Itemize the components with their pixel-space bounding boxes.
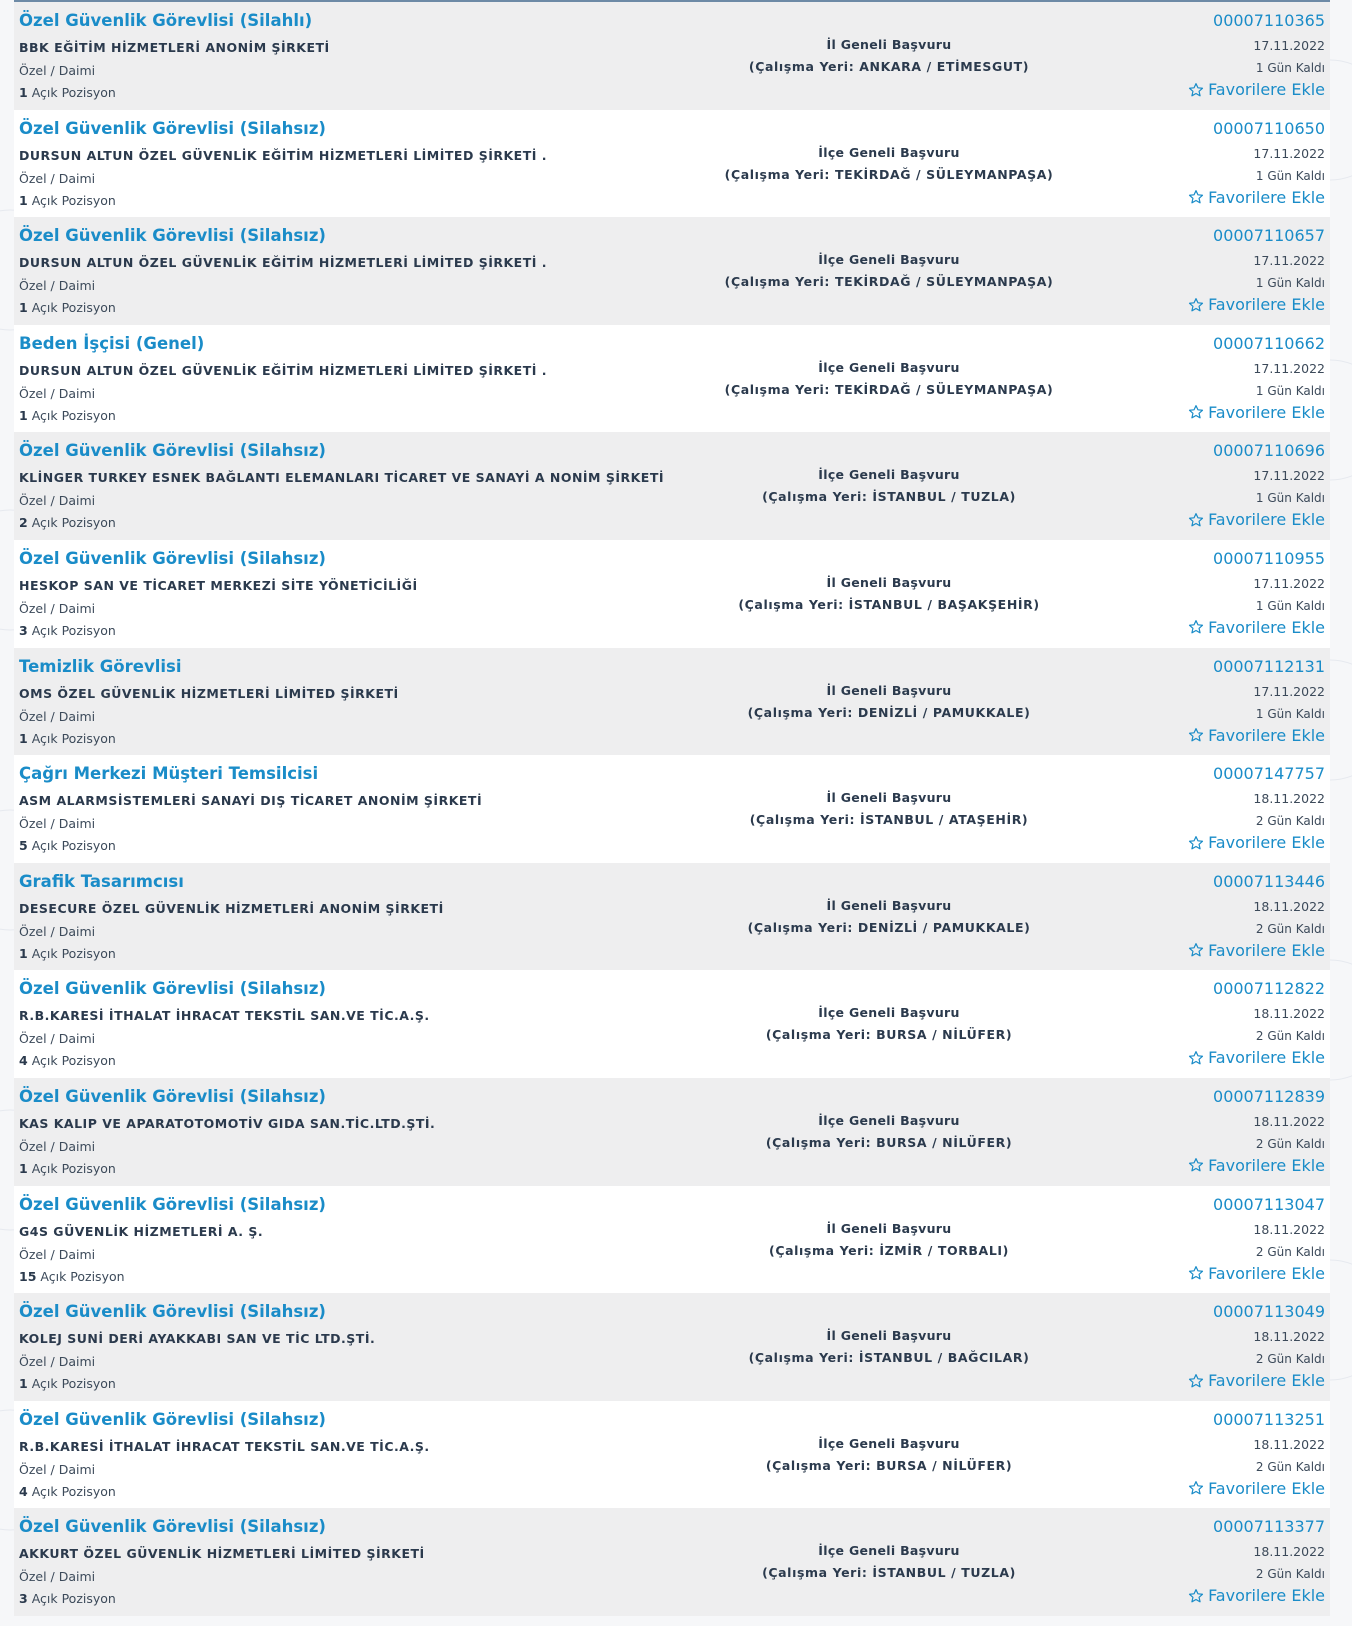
open-positions bbox=[19, 838, 116, 853]
listing-number-link[interactable]: 00007110662 bbox=[1213, 333, 1325, 353]
job-title-link[interactable]: Özel Güvenlik Görevlisi (Silahsız) bbox=[19, 1086, 326, 1106]
company-name: G4S GÜVENLİK HİZMETLERİ A. Ş. bbox=[19, 1223, 264, 1239]
job-listing-list bbox=[14, 0, 1330, 1616]
application-info bbox=[574, 250, 1204, 292]
company-name: BBK EĞİTİM HİZMETLERİ ANONİM ŞİRKETİ bbox=[19, 40, 330, 55]
company-name: ASM ALARMSİSTEMLERİ SANAYİ DIŞ TİCARET ANONİM ŞİRKETİ bbox=[19, 793, 483, 809]
days-remaining: 1 Gün Kaldı bbox=[1255, 706, 1325, 721]
application-scope: İlçe Geneli Başvuru bbox=[818, 359, 960, 375]
open-positions bbox=[19, 623, 116, 638]
job-listing-row bbox=[14, 2, 1330, 110]
open-positions bbox=[19, 300, 116, 315]
listing-date: 18.11.2022 bbox=[1253, 1544, 1325, 1560]
add-to-favorites-button[interactable] bbox=[1188, 1048, 1325, 1067]
company-name: KLİNGER TURKEY ESNEK BAĞLANTI ELEMANLARI TİCARET VE SANAYİ A NONİM ŞİRKETİ bbox=[19, 470, 665, 486]
listing-date: 17.11.2022 bbox=[1253, 145, 1325, 161]
add-to-favorites-label: Favorilere Ekle bbox=[1208, 510, 1325, 530]
job-title-link[interactable]: Özel Güvenlik Görevlisi (Silahsız) bbox=[19, 1194, 326, 1214]
days-remaining: 1 Gün Kaldı bbox=[1255, 383, 1325, 398]
workplace-location: (Çalışma Yeri: TEKİRDAĞ / SÜLEYMANPAŞA) bbox=[724, 381, 1054, 397]
add-to-favorites-button[interactable] bbox=[1188, 1479, 1325, 1498]
open-positions-label: Açık Pozisyon bbox=[31, 192, 116, 208]
workplace-location: (Çalışma Yeri: BURSA / NİLÜFER) bbox=[765, 1457, 1013, 1473]
employment-type: Özel / Daimi bbox=[19, 63, 96, 78]
job-listing-row bbox=[14, 325, 1330, 433]
workplace-location: (Çalışma Yeri: DENİZLİ / PAMUKKALE) bbox=[747, 919, 1031, 935]
job-listing-row bbox=[14, 1186, 1330, 1294]
listing-date: 18.11.2022 bbox=[1253, 791, 1325, 807]
workplace-location: (Çalışma Yeri: İSTANBUL / TUZLA) bbox=[762, 489, 1016, 505]
add-to-favorites-label: Favorilere Ekle bbox=[1208, 80, 1325, 99]
open-positions-label: Açık Pozisyon bbox=[31, 1591, 116, 1607]
application-scope: İlçe Geneli Başvuru bbox=[818, 1543, 960, 1559]
application-scope: İl Geneli Başvuru bbox=[826, 574, 952, 590]
application-scope: İl Geneli Başvuru bbox=[826, 897, 952, 913]
days-remaining: 1 Gün Kaldı bbox=[1255, 61, 1325, 75]
application-info bbox=[574, 1003, 1204, 1045]
open-positions-label: Açık Pozisyon bbox=[31, 838, 116, 854]
add-to-favorites-button[interactable] bbox=[1188, 403, 1325, 422]
workplace-location: (Çalışma Yeri: DENİZLİ / PAMUKKALE) bbox=[747, 704, 1031, 720]
application-info bbox=[574, 143, 1204, 185]
days-remaining: 2 Gün Kaldı bbox=[1255, 921, 1325, 936]
open-positions-count: 1 bbox=[19, 1160, 28, 1176]
listing-date: 17.11.2022 bbox=[1253, 38, 1325, 53]
add-to-favorites-button[interactable] bbox=[1188, 1264, 1325, 1283]
open-positions bbox=[19, 515, 116, 530]
add-to-favorites-label: Favorilere Ekle bbox=[1208, 617, 1325, 637]
job-title-link[interactable]: Özel Güvenlik Görevlisi (Silahsız) bbox=[19, 1517, 326, 1537]
listing-number-link[interactable]: 00007110696 bbox=[1213, 441, 1325, 461]
application-scope: İl Geneli Başvuru bbox=[826, 1220, 952, 1236]
listing-number-link[interactable]: 00007112822 bbox=[1213, 979, 1325, 999]
open-positions-count: 15 bbox=[19, 1268, 37, 1284]
application-scope: İl Geneli Başvuru bbox=[826, 1328, 952, 1344]
company-name: OMS ÖZEL GÜVENLİK HİZMETLERİ LİMİTED ŞİRKETİ bbox=[19, 685, 399, 701]
job-listing-row bbox=[14, 755, 1330, 863]
employment-type: Özel / Daimi bbox=[19, 1354, 96, 1370]
job-listing-row bbox=[14, 540, 1330, 648]
company-name: DESECURE ÖZEL GÜVENLİK HİZMETLERİ ANONİM ŞİRKETİ bbox=[19, 900, 444, 916]
listing-date: 17.11.2022 bbox=[1253, 575, 1325, 591]
application-scope: İlçe Geneli Başvuru bbox=[818, 1435, 960, 1451]
listing-number-link[interactable]: 00007110650 bbox=[1213, 118, 1325, 138]
open-positions bbox=[19, 731, 116, 746]
employment-type: Özel / Daimi bbox=[19, 708, 96, 724]
star-icon bbox=[1188, 1373, 1204, 1389]
star-icon bbox=[1188, 727, 1204, 743]
job-title-link[interactable]: Özel Güvenlik Görevlisi (Silahsız) bbox=[19, 118, 326, 138]
application-scope: İlçe Geneli Başvuru bbox=[818, 1112, 960, 1128]
application-info bbox=[574, 1434, 1204, 1476]
open-positions-count: 3 bbox=[19, 622, 28, 638]
star-icon bbox=[1188, 404, 1204, 420]
open-positions-count: 1 bbox=[19, 1376, 28, 1392]
add-to-favorites-button[interactable] bbox=[1188, 941, 1325, 960]
workplace-location: (Çalışma Yeri: TEKİRDAĞ / SÜLEYMANPAŞA) bbox=[724, 166, 1054, 182]
listing-number-link[interactable]: 00007110955 bbox=[1213, 548, 1325, 568]
job-listing-row bbox=[14, 1508, 1330, 1616]
job-title-link[interactable]: Özel Güvenlik Görevlisi (Silahlı) bbox=[19, 11, 313, 30]
job-listing-row bbox=[14, 970, 1330, 1078]
open-positions bbox=[19, 1053, 116, 1068]
listing-number-link[interactable]: 00007113446 bbox=[1213, 871, 1325, 891]
listing-number-link[interactable]: 00007112131 bbox=[1213, 656, 1325, 676]
company-name: AKKURT ÖZEL GÜVENLİK HİZMETLERİ LİMİTED ŞİRKETİ bbox=[19, 1546, 425, 1562]
star-icon bbox=[1188, 835, 1204, 851]
open-positions-label: Açık Pozisyon bbox=[40, 1268, 125, 1284]
open-positions-count: 1 bbox=[19, 407, 28, 423]
add-to-favorites-label: Favorilere Ekle bbox=[1208, 402, 1325, 422]
job-title-link[interactable]: Özel Güvenlik Görevlisi (Silahsız) bbox=[19, 548, 326, 568]
application-scope: İlçe Geneli Başvuru bbox=[818, 1005, 960, 1021]
employment-type: Özel / Daimi bbox=[19, 1138, 96, 1154]
open-positions-label: Açık Pozisyon bbox=[31, 622, 116, 638]
days-remaining: 2 Gün Kaldı bbox=[1255, 1567, 1325, 1582]
open-positions-count: 1 bbox=[19, 300, 28, 316]
open-positions-label: Açık Pozisyon bbox=[31, 407, 116, 423]
application-scope: İl Geneli Başvuru bbox=[826, 790, 952, 806]
open-positions bbox=[19, 1376, 116, 1391]
add-to-favorites-label: Favorilere Ekle bbox=[1208, 1586, 1325, 1606]
open-positions-count: 3 bbox=[19, 1591, 28, 1607]
listing-date: 18.11.2022 bbox=[1253, 1113, 1325, 1129]
application-info bbox=[574, 1326, 1204, 1368]
star-icon bbox=[1188, 512, 1204, 528]
add-to-favorites-button[interactable] bbox=[1188, 618, 1325, 637]
application-scope: İlçe Geneli Başvuru bbox=[818, 144, 960, 160]
job-title-link[interactable]: Grafik Tasarımcısı bbox=[19, 871, 184, 891]
open-positions bbox=[19, 1161, 116, 1176]
open-positions bbox=[19, 1269, 125, 1284]
listing-number-link[interactable]: 00007113047 bbox=[1213, 1194, 1325, 1214]
star-icon bbox=[1188, 1480, 1204, 1496]
employment-type: Özel / Daimi bbox=[19, 1246, 96, 1262]
job-title-link[interactable]: Çağrı Merkezi Müşteri Temsilcisi bbox=[19, 764, 319, 784]
star-icon bbox=[1188, 1588, 1204, 1604]
listing-number-link[interactable]: 00007110365 bbox=[1213, 11, 1325, 30]
open-positions bbox=[19, 1484, 116, 1499]
application-info bbox=[574, 681, 1204, 723]
star-icon bbox=[1188, 82, 1204, 98]
open-positions bbox=[19, 1591, 116, 1606]
workplace-location: (Çalışma Yeri: TEKİRDAĞ / SÜLEYMANPAŞA) bbox=[724, 274, 1054, 290]
job-title-link[interactable]: Özel Güvenlik Görevlisi (Silahsız) bbox=[19, 1409, 326, 1429]
add-to-favorites-label: Favorilere Ekle bbox=[1208, 1263, 1325, 1283]
add-to-favorites-label: Favorilere Ekle bbox=[1208, 833, 1325, 853]
workplace-location: (Çalışma Yeri: BURSA / NİLÜFER) bbox=[765, 1134, 1013, 1150]
star-icon bbox=[1188, 189, 1204, 205]
add-to-favorites-button[interactable] bbox=[1188, 1156, 1325, 1175]
listing-number-link[interactable]: 00007110657 bbox=[1213, 226, 1325, 246]
days-remaining: 1 Gün Kaldı bbox=[1255, 168, 1325, 183]
employment-type: Özel / Daimi bbox=[19, 385, 96, 401]
job-listing-row bbox=[14, 1078, 1330, 1186]
employment-type: Özel / Daimi bbox=[19, 278, 96, 294]
job-listing-row bbox=[14, 432, 1330, 540]
job-listing-row bbox=[14, 863, 1330, 971]
job-listing-row bbox=[14, 1401, 1330, 1509]
listing-date: 17.11.2022 bbox=[1253, 253, 1325, 269]
application-info bbox=[574, 788, 1204, 830]
open-positions-count: 4 bbox=[19, 1053, 28, 1069]
job-title-link[interactable]: Temizlik Görevlisi bbox=[19, 656, 182, 676]
star-icon bbox=[1188, 1050, 1204, 1066]
open-positions-label: Açık Pozisyon bbox=[31, 1483, 116, 1499]
add-to-favorites-label: Favorilere Ekle bbox=[1208, 725, 1325, 745]
add-to-favorites-label: Favorilere Ekle bbox=[1208, 187, 1325, 207]
company-name: KAS KALIP VE APARATOTOMOTİV GIDA SAN.TİC.LTD.ŞTİ. bbox=[19, 1115, 436, 1131]
star-icon bbox=[1188, 297, 1204, 313]
listing-number-link[interactable]: 00007113377 bbox=[1213, 1517, 1325, 1537]
job-listing-row bbox=[14, 110, 1330, 218]
company-name: DURSUN ALTUN ÖZEL GÜVENLİK EĞİTİM HİZMETLERİ LİMİTED ŞİRKETİ . bbox=[19, 362, 547, 378]
listing-number-link[interactable]: 00007147757 bbox=[1213, 764, 1325, 784]
employment-type: Özel / Daimi bbox=[19, 1569, 96, 1585]
workplace-location: (Çalışma Yeri: İSTANBUL / TUZLA) bbox=[762, 1565, 1016, 1581]
add-to-favorites-label: Favorilere Ekle bbox=[1208, 1371, 1325, 1391]
company-name: HESKOP SAN VE TİCARET MERKEZİ SİTE YÖNETİCİLİĞİ bbox=[19, 577, 418, 593]
open-positions-label: Açık Pozisyon bbox=[31, 1160, 116, 1176]
days-remaining: 1 Gün Kaldı bbox=[1255, 598, 1325, 613]
company-name: R.B.KARESİ İTHALAT İHRACAT TEKSTİL SAN.VE TİC.A.Ş. bbox=[19, 1438, 430, 1454]
open-positions bbox=[19, 946, 116, 961]
open-positions-label: Açık Pozisyon bbox=[31, 1376, 116, 1392]
job-listing-row bbox=[14, 217, 1330, 325]
add-to-favorites-button[interactable] bbox=[1188, 1586, 1325, 1605]
open-positions-count: 1 bbox=[19, 192, 28, 208]
open-positions-count: 1 bbox=[19, 730, 28, 746]
days-remaining: 2 Gün Kaldı bbox=[1255, 1136, 1325, 1151]
star-icon bbox=[1188, 942, 1204, 958]
open-positions-label: Açık Pozisyon bbox=[31, 515, 116, 531]
open-positions-label: Açık Pozisyon bbox=[31, 85, 116, 100]
star-icon bbox=[1188, 1265, 1204, 1281]
open-positions-label: Açık Pozisyon bbox=[31, 730, 116, 746]
listing-date: 18.11.2022 bbox=[1253, 898, 1325, 914]
application-info bbox=[574, 1219, 1204, 1261]
job-title-link[interactable]: Özel Güvenlik Görevlisi (Silahsız) bbox=[19, 979, 326, 999]
employment-type: Özel / Daimi bbox=[19, 493, 96, 509]
days-remaining: 1 Gün Kaldı bbox=[1255, 276, 1325, 291]
application-info bbox=[574, 35, 1204, 77]
job-title-link[interactable]: Özel Güvenlik Görevlisi (Silahsız) bbox=[19, 441, 326, 461]
listing-date: 18.11.2022 bbox=[1253, 1329, 1325, 1345]
open-positions-count: 4 bbox=[19, 1483, 28, 1499]
application-info bbox=[574, 573, 1204, 615]
workplace-location: (Çalışma Yeri: İSTANBUL / BAĞCILAR) bbox=[748, 1350, 1030, 1366]
listing-number-link[interactable]: 00007113049 bbox=[1213, 1302, 1325, 1322]
add-to-favorites-button[interactable] bbox=[1188, 833, 1325, 852]
listing-number-link[interactable]: 00007112839 bbox=[1213, 1086, 1325, 1106]
open-positions-label: Açık Pozisyon bbox=[31, 945, 116, 961]
listing-date: 18.11.2022 bbox=[1253, 1006, 1325, 1022]
company-name: DURSUN ALTUN ÖZEL GÜVENLİK EĞİTİM HİZMETLERİ LİMİTED ŞİRKETİ . bbox=[19, 255, 547, 271]
employment-type: Özel / Daimi bbox=[19, 170, 96, 186]
days-remaining: 2 Gün Kaldı bbox=[1255, 1244, 1325, 1259]
listing-date: 17.11.2022 bbox=[1253, 360, 1325, 376]
open-positions bbox=[19, 408, 116, 423]
job-listing-row bbox=[14, 1293, 1330, 1401]
open-positions bbox=[19, 193, 116, 208]
listing-date: 17.11.2022 bbox=[1253, 683, 1325, 699]
add-to-favorites-button[interactable] bbox=[1188, 1371, 1325, 1390]
add-to-favorites-label: Favorilere Ekle bbox=[1208, 295, 1325, 315]
add-to-favorites-button[interactable] bbox=[1188, 295, 1325, 314]
application-info bbox=[574, 358, 1204, 400]
job-title-link[interactable]: Özel Güvenlik Görevlisi (Silahsız) bbox=[19, 226, 326, 246]
open-positions-count: 2 bbox=[19, 515, 28, 531]
employment-type: Özel / Daimi bbox=[19, 1461, 96, 1477]
workplace-location: (Çalışma Yeri: İZMİR / TORBALI) bbox=[769, 1242, 1009, 1258]
open-positions bbox=[19, 85, 116, 100]
open-positions-label: Açık Pozisyon bbox=[31, 1053, 116, 1069]
days-remaining: 2 Gün Kaldı bbox=[1255, 1029, 1325, 1044]
job-title-link[interactable]: Özel Güvenlik Görevlisi (Silahsız) bbox=[19, 1302, 326, 1322]
add-to-favorites-button[interactable] bbox=[1188, 80, 1325, 99]
open-positions-count: 1 bbox=[19, 945, 28, 961]
company-name: DURSUN ALTUN ÖZEL GÜVENLİK EĞİTİM HİZMETLERİ LİMİTED ŞİRKETİ . bbox=[19, 147, 547, 163]
days-remaining: 1 Gün Kaldı bbox=[1255, 491, 1325, 506]
add-to-favorites-button[interactable] bbox=[1188, 510, 1325, 529]
employment-type: Özel / Daimi bbox=[19, 923, 96, 939]
listing-date: 18.11.2022 bbox=[1253, 1221, 1325, 1237]
star-icon bbox=[1188, 619, 1204, 635]
open-positions-count: 5 bbox=[19, 838, 28, 854]
application-info bbox=[574, 465, 1204, 507]
application-scope: İl Geneli Başvuru bbox=[826, 682, 952, 698]
open-positions-label: Açık Pozisyon bbox=[31, 300, 116, 316]
application-info bbox=[574, 1541, 1204, 1583]
company-name: KOLEJ SUNİ DERİ AYAKKABI SAN VE TİC LTD.ŞTİ. bbox=[19, 1331, 376, 1347]
workplace-location: (Çalışma Yeri: İSTANBUL / BAŞAKŞEHİR) bbox=[738, 596, 1040, 612]
add-to-favorites-label: Favorilere Ekle bbox=[1208, 940, 1325, 960]
employment-type: Özel / Daimi bbox=[19, 600, 96, 616]
job-listing-row bbox=[14, 648, 1330, 756]
days-remaining: 2 Gün Kaldı bbox=[1255, 1459, 1325, 1474]
application-scope: İlçe Geneli Başvuru bbox=[818, 252, 960, 268]
job-title-link[interactable]: Beden İşçisi (Genel) bbox=[19, 333, 205, 353]
employment-type: Özel / Daimi bbox=[19, 1031, 96, 1047]
application-info bbox=[574, 896, 1204, 938]
listing-number-link[interactable]: 00007113251 bbox=[1213, 1409, 1325, 1429]
add-to-favorites-label: Favorilere Ekle bbox=[1208, 1155, 1325, 1175]
listing-date: 18.11.2022 bbox=[1253, 1436, 1325, 1452]
star-icon bbox=[1188, 1157, 1204, 1173]
workplace-location: (Çalışma Yeri: İSTANBUL / ATAŞEHİR) bbox=[749, 812, 1029, 828]
application-scope: İl Geneli Başvuru bbox=[826, 37, 952, 52]
company-name: R.B.KARESİ İTHALAT İHRACAT TEKSTİL SAN.VE TİC.A.Ş. bbox=[19, 1008, 430, 1024]
open-positions-count: 1 bbox=[19, 85, 28, 100]
employment-type: Özel / Daimi bbox=[19, 816, 96, 832]
days-remaining: 2 Gün Kaldı bbox=[1255, 1352, 1325, 1367]
add-to-favorites-button[interactable] bbox=[1188, 188, 1325, 207]
add-to-favorites-label: Favorilere Ekle bbox=[1208, 1478, 1325, 1498]
workplace-location: (Çalışma Yeri: BURSA / NİLÜFER) bbox=[765, 1027, 1013, 1043]
listing-date: 17.11.2022 bbox=[1253, 468, 1325, 484]
workplace-location: (Çalışma Yeri: ANKARA / ETİMESGUT) bbox=[748, 59, 1030, 74]
add-to-favorites-label: Favorilere Ekle bbox=[1208, 1048, 1325, 1068]
application-scope: İlçe Geneli Başvuru bbox=[818, 467, 960, 483]
days-remaining: 2 Gün Kaldı bbox=[1255, 814, 1325, 829]
add-to-favorites-button[interactable] bbox=[1188, 726, 1325, 745]
application-info bbox=[574, 1111, 1204, 1153]
